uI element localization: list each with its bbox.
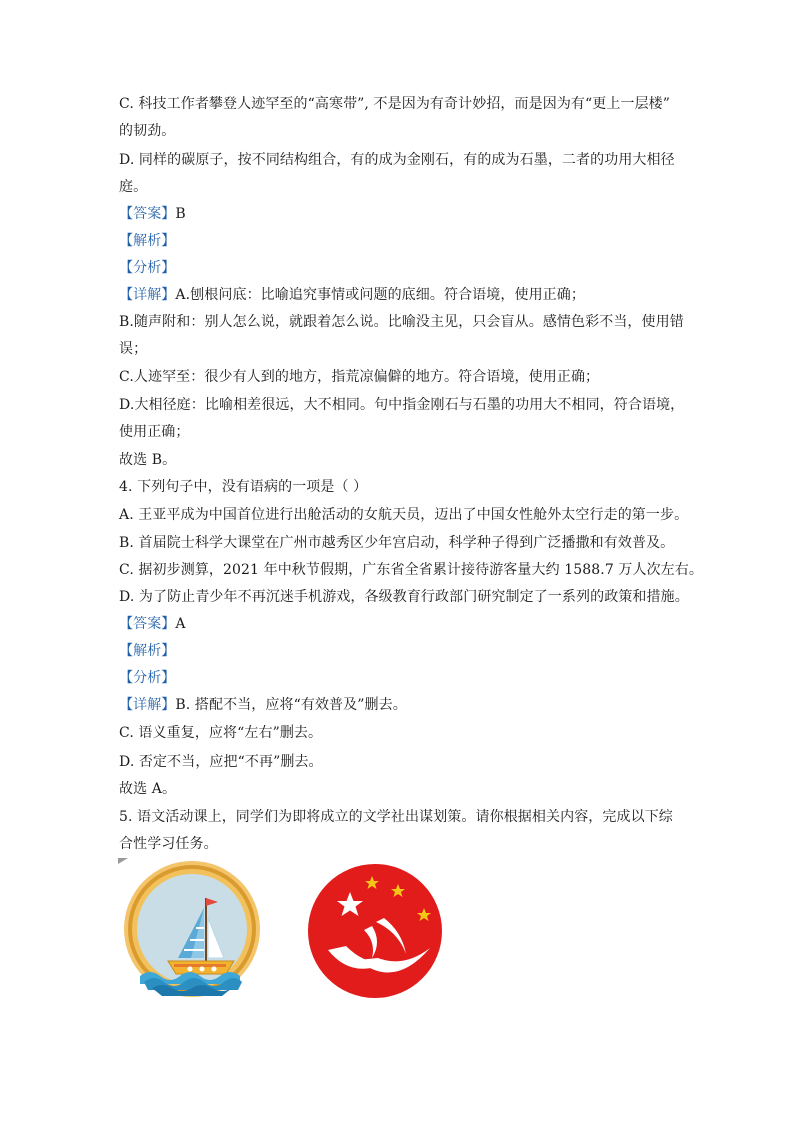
- line-text: C.人迹罕至：很少有人到的地方，指荒凉偏僻的地方。符合语境，使用正确；: [119, 369, 600, 385]
- line-text: 合性学习任务。: [119, 836, 218, 852]
- section-tag: 【答案】: [119, 616, 176, 632]
- line-text: D. 为了防止青少年不再沉迷手机游戏，各级教育行政部门研究制定了一系列的政策和措施。: [119, 589, 689, 605]
- text-line: [119, 779, 176, 799]
- text-line: [119, 312, 684, 332]
- text-line: [119, 339, 147, 359]
- text-line: [119, 367, 599, 387]
- text-line: [119, 668, 175, 688]
- line-text: B.随声附和：别人怎么说，就跟着怎么说。比喻没主见，只会盲从。感情色彩不当，使用错: [119, 314, 684, 330]
- text-line: [119, 231, 175, 251]
- line-text: C. 科技工作者攀登人迹罕至的“高寒带”, 不是因为有奇计妙招，而是因为有“更上一层楼”: [119, 96, 671, 112]
- line-text: A: [175, 616, 186, 632]
- section-tag: 【详解】: [119, 697, 176, 713]
- line-text: B: [175, 206, 186, 222]
- section-tag: 【解析】: [119, 233, 176, 249]
- section-tag: 【答案】: [119, 206, 176, 222]
- section-tag: 【分析】: [119, 260, 176, 276]
- text-line: [119, 204, 186, 224]
- text-line: [119, 695, 407, 715]
- text-line: [119, 94, 670, 114]
- image-corner-mark: [118, 858, 128, 864]
- line-text: B. 首届院士科学大课堂在广州市越秀区少年宫启动，科学种子得到广泛播撒和有效普及。: [119, 535, 675, 551]
- text-line: [119, 150, 675, 170]
- text-line: [119, 752, 323, 772]
- line-text: 使用正确；: [119, 424, 190, 440]
- text-line: [119, 285, 585, 305]
- line-text: D.大相径庭：比喻相差很远，大不相同。句中指金刚石与石墨的功用大不相同，符合语境，: [119, 397, 685, 413]
- line-text: A.刨根问底：比喻追究事情或问题的底细。符合语境，使用正确；: [175, 287, 585, 303]
- line-text: C. 据初步测算，2021 年中秋节假期，广东省全省累计接待游客量大约 1588.7 万人次左右。: [119, 562, 703, 578]
- line-text: 故选 B。: [119, 452, 177, 468]
- text-line: [119, 834, 218, 854]
- line-text: D. 同样的碳原子，按不同结构组合，有的成为金刚石，有的成为石墨，二者的功用大相径: [119, 152, 675, 168]
- text-line: [119, 422, 190, 442]
- text-line: [119, 477, 367, 497]
- sailboat-emblem-icon: [122, 858, 262, 1000]
- text-line: [119, 258, 175, 278]
- line-text: C. 语义重复，应将“左右”删去。: [119, 725, 323, 741]
- section-tag: 【详解】: [119, 287, 176, 303]
- line-text: B. 搭配不当，应将“有效普及”删去。: [175, 697, 407, 713]
- section-tag: 【分析】: [119, 670, 176, 686]
- text-line: [119, 614, 186, 634]
- line-text: 4. 下列句子中，没有语病的一项是（ ）: [119, 479, 368, 495]
- section-tag: 【解析】: [119, 643, 176, 659]
- text-line: [119, 505, 688, 525]
- red-star-emblem-icon: [306, 862, 444, 1000]
- line-text: D. 否定不当，应把“不再”删去。: [119, 754, 323, 770]
- line-text: A. 王亚平成为中国首位进行出舱活动的女航天员，迈出了中国女性舱外太空行走的第一步。: [119, 507, 689, 523]
- text-line: [119, 560, 703, 580]
- line-text: 庭。: [119, 179, 148, 195]
- text-line: [119, 807, 673, 827]
- text-line: [119, 587, 689, 607]
- text-line: [119, 723, 322, 743]
- text-line: [119, 395, 684, 415]
- text-line: [119, 533, 674, 553]
- text-line: [119, 641, 175, 661]
- text-line: [119, 450, 176, 470]
- line-text: 故选 A。: [119, 781, 177, 797]
- line-text: 的韧劲。: [119, 123, 176, 139]
- line-text: 5. 语文活动课上，同学们为即将成立的文学社出谋划策。请你根据相关内容，完成以下综: [119, 809, 673, 825]
- text-line: [119, 177, 147, 197]
- text-line: [119, 121, 175, 141]
- emblem-images: [118, 858, 458, 1008]
- line-text: 误；: [119, 341, 148, 357]
